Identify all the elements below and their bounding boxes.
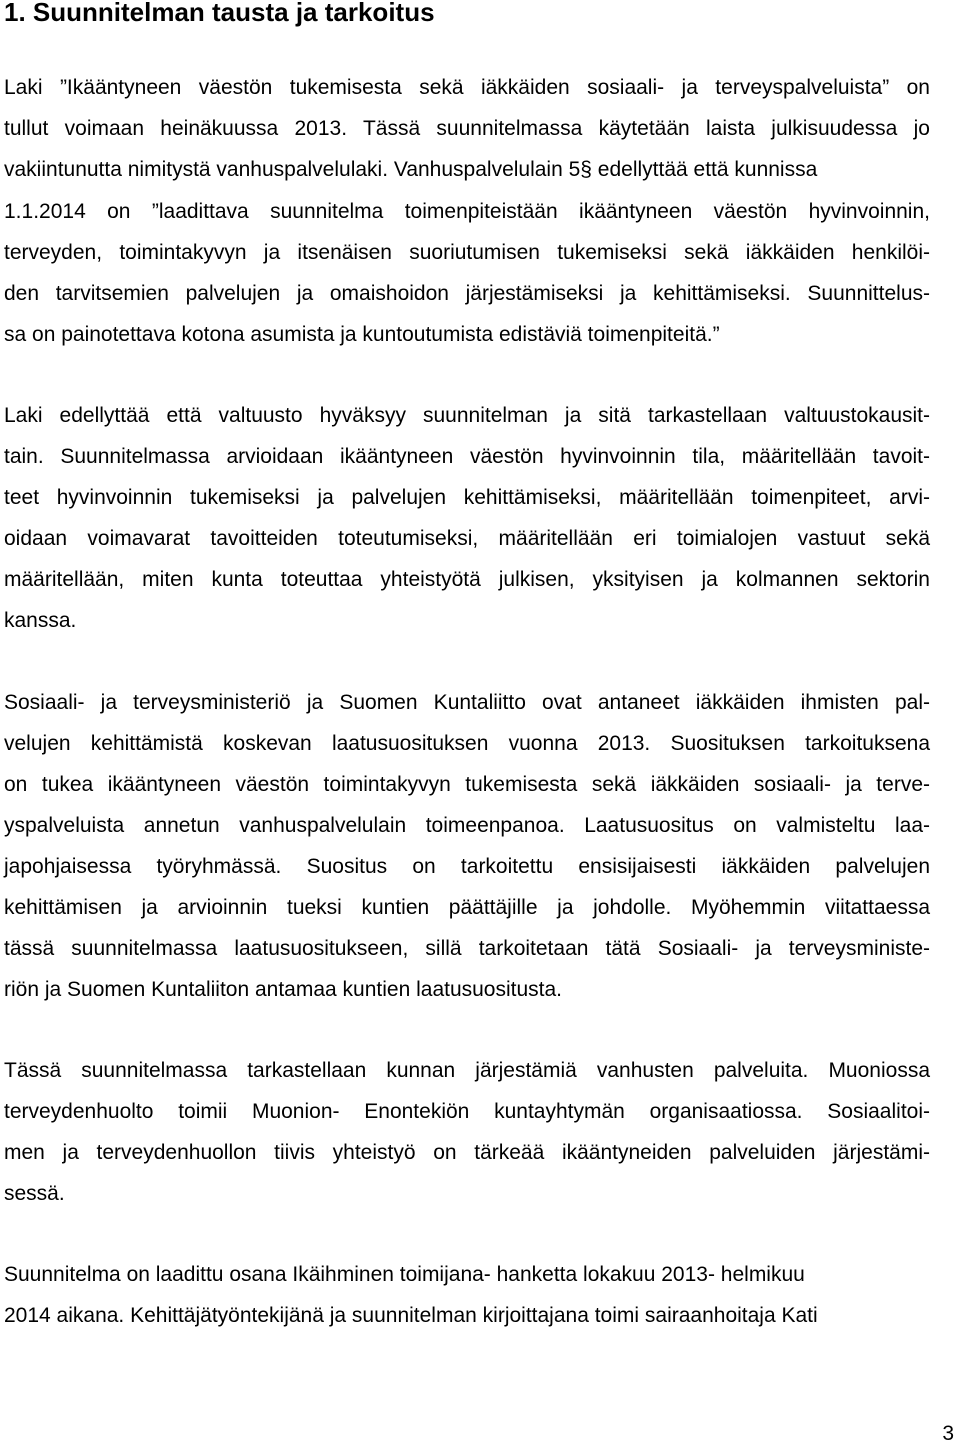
paragraph-1-line-1: Laki ”Ikääntyneen väestön tukemisesta sekä iäkkäiden sosiaali- ja terveyspalveluista” on (4, 76, 930, 99)
paragraph-4-line-2: terveydenhuolto toimii Muonion- Enontekiön kuntayhtymän organisaatiossa. Sosiaalitoi- (4, 1100, 930, 1123)
paragraph-3-line-7: tässä suunnitelmassa laatusuositukseen, sillä tarkoitetaan tätä Sosiaali- ja terveysministe- (4, 937, 930, 960)
page-number: 3 (942, 1422, 954, 1445)
paragraph-3-line-6: kehittämisen ja arvioinnin tueksi kuntien päättäjille ja johdolle. Myöhemmin viitattaessa (4, 896, 930, 919)
paragraph-2-line-4: oidaan voimavarat tavoitteiden toteutumiseksi, määritellään eri toimialojen vastuut sekä (4, 527, 930, 550)
paragraph-5-line-2: 2014 aikana. Kehittäjätyöntekijänä ja suunnitelman kirjoittajana toimi sairaanhoitaja Kati (4, 1304, 818, 1327)
paragraph-2-line-1: Laki edellyttää että valtuusto hyväksyy suunnitelman ja sitä tarkastellaan valtuustokausit- (4, 404, 930, 427)
paragraph-4-line-3: men ja terveydenhuollon tiivis yhteistyö on tärkeää ikääntyneiden palveluiden järjestämi- (4, 1141, 930, 1164)
paragraph-3-line-1: Sosiaali- ja terveysministeriö ja Suomen Kuntaliitto ovat antaneet iäkkäiden ihmisten pal- (4, 691, 930, 714)
paragraph-1-line-6: den tarvitsemien palvelujen ja omaishoidon järjestämiseksi ja kehittämiseksi. Suunnittelus- (4, 282, 930, 305)
paragraph-2-line-6: kanssa. (4, 609, 77, 632)
paragraph-2-line-5: määritellään, miten kunta toteuttaa yhteistyötä julkisen, yksityisen ja kolmannen sektorin (4, 568, 930, 591)
paragraph-3-line-5: japohjaisessa työryhmässä. Suositus on tarkoitettu ensisijaisesti iäkkäiden palvelujen (4, 855, 930, 878)
paragraph-2-line-2: tain. Suunnitelmassa arvioidaan ikääntyneen väestön hyvinvoinnin tila, määritellään tavoit- (4, 445, 930, 468)
section-heading: 1. Suunnitelman tausta ja tarkoitus (4, 0, 435, 27)
paragraph-2-line-3: teet hyvinvoinnin tukemiseksi ja palvelujen kehittämiseksi, määritellään toimenpiteet, arvi- (4, 486, 930, 509)
paragraph-1-line-5: terveyden, toimintakyvyn ja itsenäisen suoriutumisen tukemiseksi sekä iäkkäiden henkilöi- (4, 241, 930, 264)
paragraph-1-line-2: tullut voimaan heinäkuussa 2013. Tässä suunnitelmassa käytetään laista julkisuudessa jo (4, 117, 930, 140)
paragraph-3-line-3: on tukea ikääntyneen väestön toimintakyvyn tukemisesta sekä iäkkäiden sosiaali- ja terve- (4, 773, 930, 796)
paragraph-5-line-1: Suunnitelma on laadittu osana Ikäihminen toimijana- hanketta lokakuu 2013- helmikuu (4, 1263, 805, 1286)
paragraph-3-line-4: yspalveluista annetun vanhuspalvelulain toimeenpanoa. Laatusuositus on valmisteltu laa- (4, 814, 930, 837)
paragraph-1-line-3: vakiintunutta nimitystä vanhuspalvelulaki. Vanhuspalvelulain 5§ edellyttää että kunnissa (4, 158, 818, 181)
paragraph-1-line-4: 1.1.2014 on ”laadittava suunnitelma toimenpiteistään ikääntyneen väestön hyvinvoinnin, (4, 200, 930, 223)
paragraph-3-line-8: riön ja Suomen Kuntaliiton antamaa kuntien laatusuositusta. (4, 978, 563, 1001)
paragraph-1-line-7: sa on painotettava kotona asumista ja kuntoutumista edistäviä toimenpiteitä.” (4, 323, 720, 346)
paragraph-4-line-4: sessä. (4, 1182, 65, 1205)
paragraph-4-line-1: Tässä suunnitelmassa tarkastellaan kunnan järjestämiä vanhusten palveluita. Muoniossa (4, 1059, 930, 1082)
paragraph-3-line-2: velujen kehittämistä koskevan laatusuosituksen vuonna 2013. Suosituksen tarkoituksena (4, 732, 930, 755)
